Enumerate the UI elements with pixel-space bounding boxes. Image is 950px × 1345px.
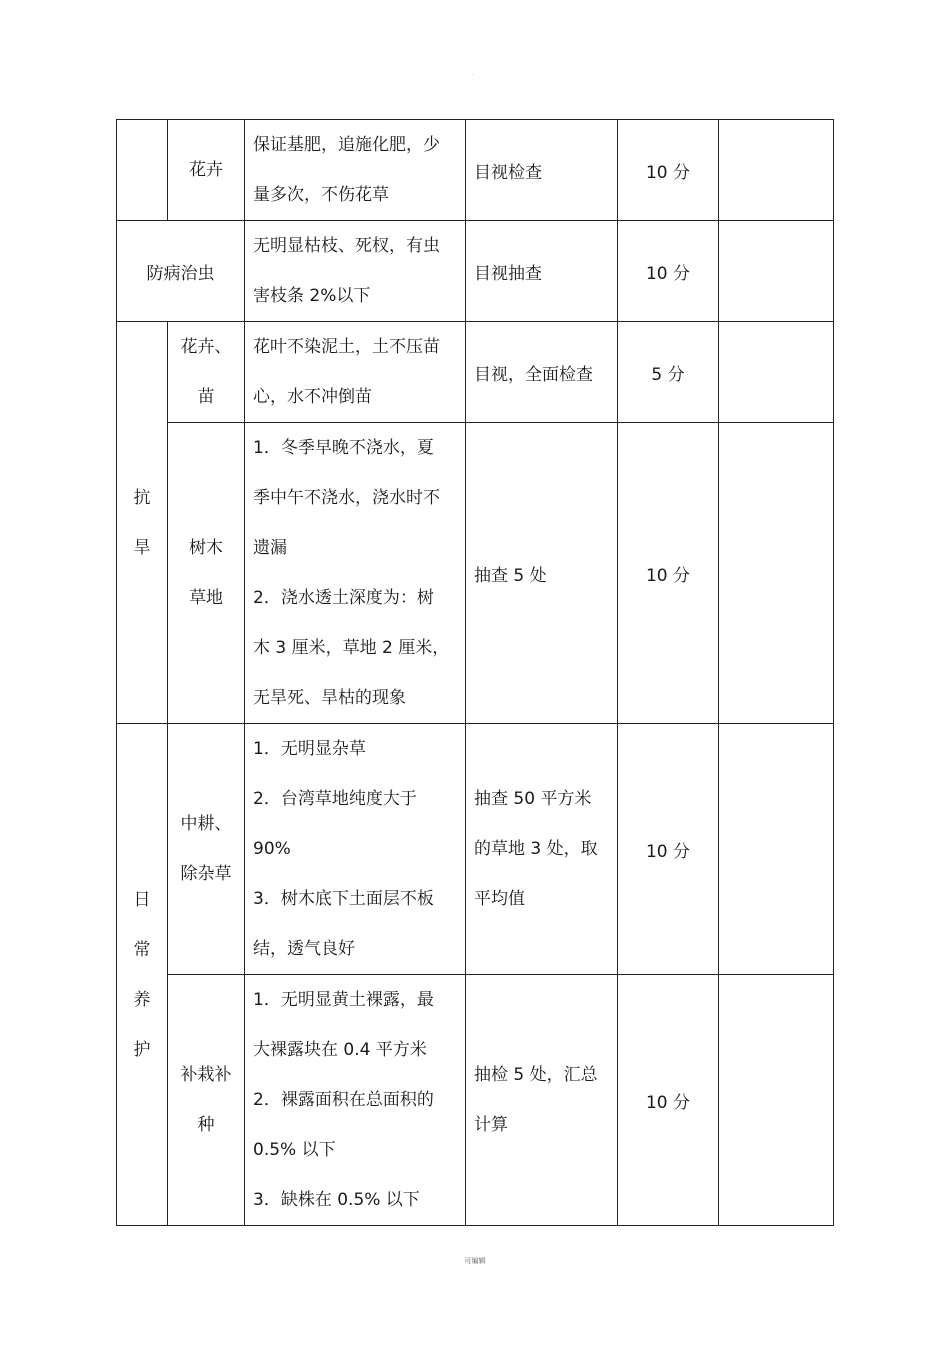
standard-cell: 1．无明显杂草 2．台湾草地纯度大于 90% 3．树木底下土面层不板 结，透气良好 xyxy=(245,724,466,975)
table-row xyxy=(117,724,834,975)
header-mark: . xyxy=(472,70,474,77)
table-row xyxy=(117,120,834,221)
category-cell: 防病治虫 xyxy=(117,221,245,322)
standard-cell: 1．无明显黄土裸露，最 大裸露块在 0.4 平方米 2．裸露面积在总面积的 0.5% 以下 3．缺株在 0.5% 以下 xyxy=(245,975,466,1226)
remark-cell xyxy=(719,221,834,322)
standard-cell: 1．冬季早晚不浇水，夏 季中午不浇水，浇水时不 遗漏 2．浇水透土深度为：树 木 3 厘米，草地 2 厘米， 无旱死、旱枯的现象 xyxy=(245,423,466,724)
category-cell-empty xyxy=(117,120,168,221)
score-cell: 10 分 xyxy=(618,724,719,975)
category-cell-vertical: 抗旱 xyxy=(117,322,168,724)
page-footer: 可编辑 xyxy=(464,1257,486,1265)
method-cell: 目视抽查 xyxy=(466,221,618,322)
method-cell: 抽检 5 处，汇总 计算 xyxy=(466,975,618,1226)
score-cell: 10 分 xyxy=(618,975,719,1226)
item-cell: 中耕、 除杂草 xyxy=(168,724,245,975)
score-cell: 10 分 xyxy=(618,423,719,724)
method-cell: 抽查 5 处 xyxy=(466,423,618,724)
table-row xyxy=(117,423,834,724)
remark-cell xyxy=(719,322,834,423)
evaluation-table xyxy=(116,119,834,1226)
method-cell: 目视检查 xyxy=(466,120,618,221)
method-cell: 目视，全面检查 xyxy=(466,322,618,423)
standard-cell: 花叶不染泥土，土不压苗 心，水不冲倒苗 xyxy=(245,322,466,423)
method-cell: 抽查 50 平方米 的草地 3 处，取 平均值 xyxy=(466,724,618,975)
table-row xyxy=(117,221,834,322)
item-cell: 树木 草地 xyxy=(168,423,245,724)
item-cell: 花卉、 苗 xyxy=(168,322,245,423)
remark-cell xyxy=(719,120,834,221)
category-cell-vertical: 日常养护 xyxy=(117,724,168,1226)
score-cell: 5 分 xyxy=(618,322,719,423)
score-cell: 10 分 xyxy=(618,221,719,322)
item-cell: 花卉 xyxy=(168,120,245,221)
table-row xyxy=(117,322,834,423)
item-cell: 补栽补 种 xyxy=(168,975,245,1226)
standard-cell: 无明显枯枝、死杈，有虫 害枝条 2%以下 xyxy=(245,221,466,322)
standard-cell: 保证基肥，追施化肥，少 量多次，不伤花草 xyxy=(245,120,466,221)
table-row xyxy=(117,975,834,1226)
score-cell: 10 分 xyxy=(618,120,719,221)
remark-cell xyxy=(719,724,834,975)
remark-cell xyxy=(719,423,834,724)
remark-cell xyxy=(719,975,834,1226)
